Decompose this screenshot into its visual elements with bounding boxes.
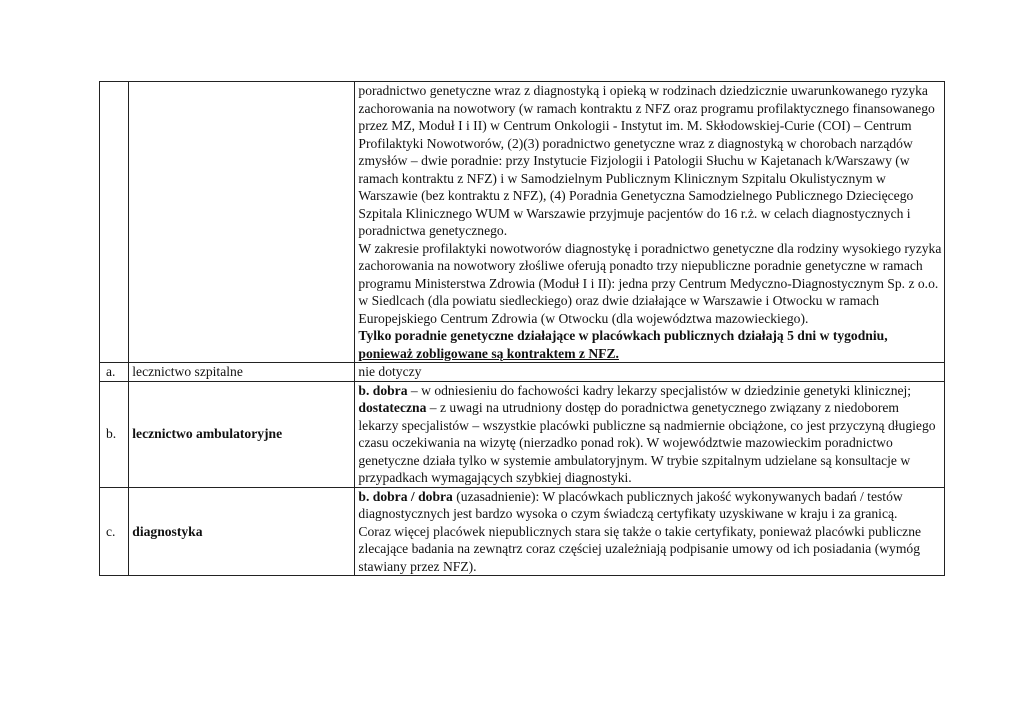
row-description [355, 381, 945, 487]
row-letter [100, 82, 129, 363]
rating-justification: – w odniesieniu do fachowości kadry lekarzy specjalistów w dziedzinie genetyki klinicznej; [407, 382, 912, 398]
paragraph-diagnostic-quality [358, 488, 942, 523]
row-label: diagnostyka [129, 487, 355, 576]
rating-label: dostateczna [358, 400, 427, 415]
row-label: lecznictwo szpitalne [129, 363, 355, 382]
table-row [100, 82, 945, 363]
paragraph-rating-good [358, 382, 942, 400]
table-row [100, 487, 945, 576]
paragraph-genetic-counseling-units: poradnictwo genetyczne wraz z diagnostyką i opieką w rodzinach dziedzicznie uwarunkowanego ryzyka zachorowania na nowotwory (w ramach kontraktu z NFZ oraz programu profilaktycznego finansowanego przez MZ, Moduł I i II) w Centrum Onkologii - Instytut im. M. Skłodowskiej-Curie (COI) – Centrum Profilaktyki Nowotworów, (2)(3) poradnictwo genetyczne wraz z diagnostyką w chorobach narządów zmysłów – dwie poradnie: przy Instytucie Fizjologii i Patologii Słuchu w Kajetanach k/Warszawy (w ramach kontraktu z NFZ) i w Samodzielnym Publicznym Klinicznym Szpitalu Okulistycznym w Warszawie (bez kontraktu z NFZ), (4) Poradnia Genetyczna Samodzielnego Publicznego Dziecięcego Szpitala Klinicznego WUM w Warszawie przyjmuje pacjentów do 16 r.ż. w celach diagnostycznych i poradnictwa genetycznego. [358, 83, 935, 238]
assessment-table [99, 81, 945, 576]
row-description [355, 487, 945, 576]
paragraph-certificates: Coraz więcej placówek niepublicznych stara się także o takie certyfikaty, ponieważ placówki publiczne zlecające badania na zewnątrz coraz częściej uzależniają podpisanie umowy od ich posiadania (wymóg stawiany przez NFZ). [358, 523, 922, 574]
rating-justification: – z uwagi na utrudniony dostęp do poradnictwa genetycznego związany z niedoborem lekarzy specjalistów – wszystkie placówki publiczne są nadmiernie obciążone, co jest przyczyną długiego czasu oczekiwania na wizytę (nierzadko ponad rok). W województwie mazowieckim poradnictwo genetyczne działa tylko w systemie ambulatoryjnym. W trybie szpitalnym udzielane są konsultacje w przypadkach wymagających szybkiej diagnostyki. [358, 400, 936, 485]
row-description [355, 82, 945, 363]
row-letter: c. [100, 487, 129, 576]
paragraph-rating-sufficient [358, 399, 942, 487]
rating-label: b. dobra [358, 382, 408, 398]
paragraph-public-clinics-note [358, 327, 942, 362]
row-letter: a. [100, 363, 129, 382]
bold-statement: Tylko poradnie genetyczne działające w placówkach publicznych działają 5 dni w tygodniu, [358, 328, 888, 343]
paragraph-non-public-clinics: W zakresie profilaktyki nowotworów diagnostykę i poradnictwo genetyczne dla rodziny wysokiego ryzyka zachorowania na nowotwory złośliwe oferują ponadto trzy niepubliczne poradnie genetyczne w ramach programu Ministerstwa Zdrowia (Moduł I i II): jedna przy Centrum Medyczno-Diagnostycznym Sp. z o.o. w Siedlcach (dla powiatu siedleckiego) oraz dwie działające w Warszawie i Otwocku w ramach Europejskiego Centrum Zdrowia (w Otwocku (dla województwa mazowieckiego). [358, 240, 942, 326]
row-letter: b. [100, 381, 129, 487]
row-label: lecznictwo ambulatoryjne [129, 381, 355, 487]
row-label [129, 82, 355, 363]
table-row [100, 381, 945, 487]
rating-justification: (uzasadnienie): W placówkach publicznych jakość wykonywanych badań / testów diagnostycznych jest bardzo wysoka o czym świadczą certyfikaty uzyskiwane w kraju i za granicą. [358, 488, 903, 521]
bold-underlined-statement: ponieważ zobligowane są kontraktem z NFZ. [358, 345, 619, 361]
row-description: nie dotyczy [355, 363, 945, 382]
table-row [100, 363, 945, 382]
rating-label: b. dobra / dobra [358, 488, 453, 504]
